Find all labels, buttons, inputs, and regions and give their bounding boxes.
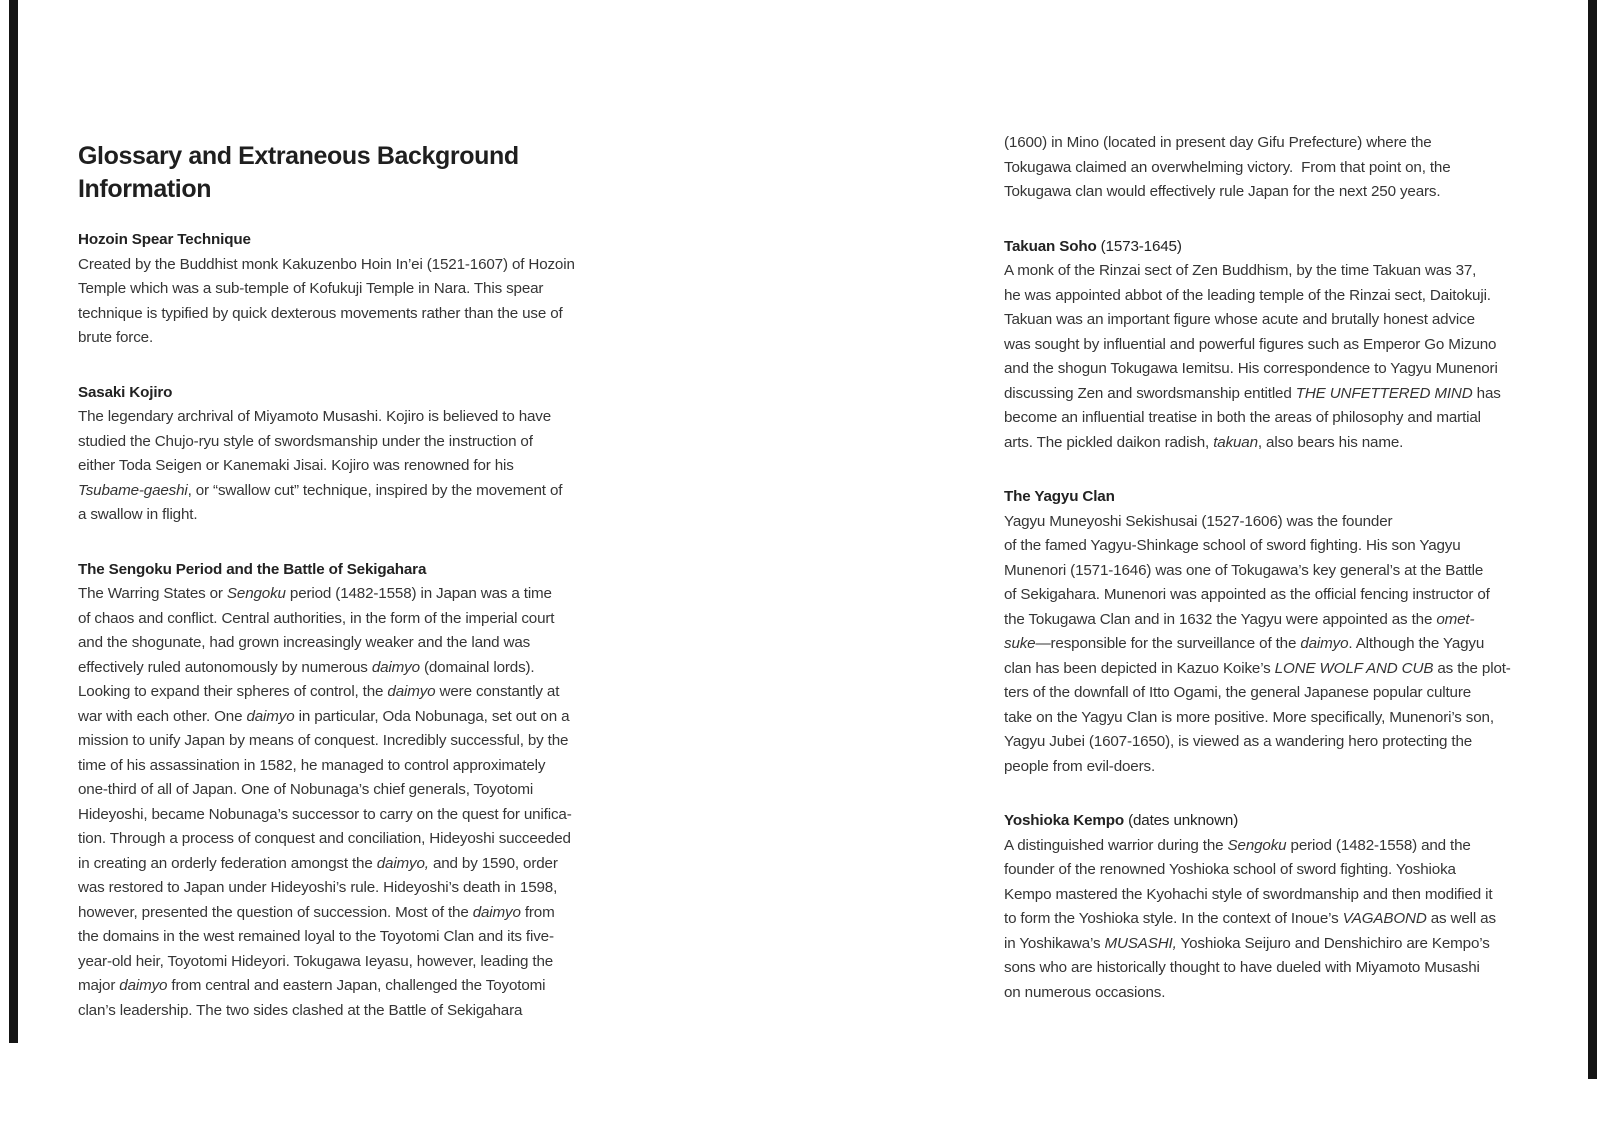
text-segment: (1573-1645) [1096,237,1182,255]
text-line [78,925,638,950]
text-line [78,974,638,999]
text-line [78,656,638,681]
text-line [1004,907,1564,932]
text-line [78,950,638,975]
glossary-section [1004,809,1564,1005]
text-line [78,503,638,528]
text-segment: The Warring States or [78,585,227,602]
text-segment: year-old heir, Toyotomi Hideyori. Tokugawa Ieyasu, however, leading the [78,952,554,970]
text-line [1004,382,1564,407]
text-line [1004,608,1564,633]
text-line [1004,730,1564,755]
text-segment: Created by the Buddhist monk Kakuzenbo Hoin In’ei (1521-1607) of Hozoin [78,255,575,273]
text-line [78,326,638,351]
text-line [78,901,638,926]
text-segment: daimyo [246,707,295,725]
text-segment: omet- [1436,610,1475,628]
text-segment: mission to unify Japan by means of conquest. Incredibly successful, by the [78,732,569,749]
text-segment: . Although the Yagyu [1348,635,1485,652]
text-segment: were constantly at [435,683,560,700]
text-segment: Looking to expand their spheres of control, the [78,683,388,700]
text-segment: clan’s leadership. The two sides clashed at the Battle of Sekigahara [78,1001,523,1019]
text-line [1004,259,1564,284]
text-segment: Munenori (1571-1646) was one of Tokugawa’s key general’s at the Battle [1004,561,1484,579]
text-line [1004,180,1564,205]
text-line [1004,981,1564,1006]
glossary-section [78,228,638,351]
text-line [1004,883,1564,908]
text-segment: daimyo [119,977,168,994]
text-segment: Tokugawa clan would effectively rule Japan for the next 250 years. [1004,183,1441,200]
text-segment: , or “swallow cut” technique, inspired by the movement of [187,481,563,499]
text-segment: takuan [1213,433,1258,451]
text-segment: as the plot- [1433,659,1511,677]
page-title-line-2: Information [78,175,212,203]
text-segment: one-third of all of Japan. One of Nobunaga’s chief generals, Toyotomi [78,781,534,798]
text-segment: MUSASHI, [1104,934,1177,952]
text-segment: in particular, Oda Nobunaga, set out on a [294,707,570,725]
text-line [78,607,638,632]
text-line [78,582,638,607]
text-line [78,876,638,901]
text-segment: Tokugawa claimed an overwhelming victory. From that point on, the [1004,158,1451,176]
text-segment: daimyo [371,658,420,676]
text-line [1004,333,1564,358]
text-segment: Yagyu Jubei (1607-1650), is viewed as a wandering hero protecting the [1004,733,1473,750]
glossary-section [78,558,638,1024]
text-segment: Takuan Soho [1004,237,1097,255]
text-line [78,302,638,327]
text-segment: was restored to Japan under Hideyoshi’s rule. Hideyoshi’s death in 1598, [78,879,558,896]
scan-edge-left [9,0,18,1043]
text-segment: either Toda Seigen or Kanemaki Jisai. Kojiro was renowned for his [78,457,514,474]
text-segment: studied the Chujo-ryu style of swordsmanship under the instruction of [78,432,533,450]
text-line [1004,657,1564,682]
text-segment: and the shogunate, had grown increasingly weaker and the land was [78,634,531,651]
text-line [78,680,638,705]
text-segment: of Sekigahara. Munenori was appointed as the official fencing instructor of [1004,586,1490,603]
text-line [1004,956,1564,981]
text-segment: he was appointed abbot of the leading temple of the Rinzai sect, Daitokuji. [1004,286,1491,304]
text-segment: was sought by influential and powerful figures such as Emperor Go Mizuno [1004,335,1497,353]
text-segment: a swallow in flight. [78,506,198,523]
text-segment: A distinguished warrior during the [1004,836,1228,854]
text-line [1004,156,1564,181]
text-segment: as well as [1426,910,1496,927]
text-line [78,631,638,656]
section-heading [78,381,638,406]
text-segment: sons who are historically thought to have dueled with Miyamoto Musashi [1004,959,1480,976]
text-line [1004,632,1564,657]
text-line [1004,131,1564,156]
glossary-section [1004,485,1564,779]
text-segment: from [520,903,555,921]
text-line [1004,510,1564,535]
text-segment: major [78,977,120,994]
text-segment: Sengoku [1227,836,1287,854]
text-line [1004,681,1564,706]
text-segment: VAGABOND [1342,910,1427,927]
text-segment: the domains in the west remained loyal to the Toyotomi Clan and its five- [78,928,554,945]
text-line [78,778,638,803]
section-heading [1004,235,1564,260]
text-line [78,430,638,455]
text-segment: of chaos and conflict. Central authorities, in the form of the imperial court [78,609,555,627]
text-segment: however, presented the question of succession. Most of the [78,903,473,921]
text-segment: brute force. [78,329,154,346]
glossary-section [1004,131,1564,205]
text-segment: The Yagyu Clan [1004,488,1115,505]
text-segment: , also bears his name. [1257,433,1404,451]
page-title [78,140,638,206]
text-segment: Kempo mastered the Kyohachi style of swordmanship and then modified it [1004,885,1493,903]
text-segment: daimyo [387,683,436,700]
text-segment: LONE WOLF AND CUB [1274,659,1434,677]
text-segment: The legendary archrival of Miyamoto Musashi. Kojiro is believed to have [78,408,552,425]
text-line [78,253,638,278]
text-segment: daimyo [472,903,521,921]
text-line [1004,431,1564,456]
text-segment: Takuan was an important figure whose acute and brutally honest advice [1004,311,1475,328]
text-segment: tion. Through a process of conquest and conciliation, Hideyoshi succeeded [78,830,571,847]
text-line [78,803,638,828]
text-segment: from central and eastern Japan, challenged the Toyotomi [167,977,546,994]
text-segment: of the famed Yagyu-Shinkage school of sword fighting. His son Yagyu [1004,537,1461,554]
text-segment: discussing Zen and swordsmanship entitled [1004,384,1296,402]
text-line [78,754,638,779]
text-segment: daimyo, [376,854,429,872]
text-segment: and by 1590, order [428,854,558,872]
text-line [78,454,638,479]
section-heading [1004,485,1564,510]
section-heading [78,558,638,583]
text-segment: (1600) in Mino (located in present day Gifu Prefecture) where the [1004,134,1432,151]
text-segment: on numerous occasions. [1004,983,1166,1001]
text-segment: clan has been depicted in Kazuo Koike’s [1004,659,1275,677]
text-line [78,729,638,754]
text-segment: ters of the downfall of Itto Ogami, the general Japanese popular culture [1004,684,1472,701]
left-page-sections [78,228,638,1023]
section-heading [78,228,638,253]
text-segment: people from evil-doers. [1004,757,1156,775]
text-segment: to form the Yoshioka style. In the context of Inoue’s [1004,910,1343,927]
text-line [78,479,638,504]
section-heading [1004,809,1564,834]
text-segment: Temple which was a sub-temple of Kofukuji Temple in Nara. This spear [78,280,544,297]
text-segment: Hideyoshi, became Nobunaga’s successor to carry on the quest for unifica- [78,805,572,823]
text-segment: Yagyu Muneyoshi Sekishusai (1527-1606) was the founder [1004,512,1393,530]
text-segment: take on the Yagyu Clan is more positive. More specifically, Munenori’s son, [1004,708,1494,726]
text-segment: become an influential treatise in both the areas of philosophy and martial [1004,409,1481,426]
right-page [1004,0,1564,1005]
text-segment: THE UNFETTERED MIND [1295,384,1473,402]
text-line [78,705,638,730]
text-segment: has [1472,384,1501,402]
text-line [1004,308,1564,333]
text-segment: period (1482-1558) in Japan was a time [285,585,552,602]
text-segment: in Yoshikawa’s [1004,934,1105,952]
text-line [1004,932,1564,957]
text-line [78,827,638,852]
text-segment: Yoshioka Seijuro and Denshichiro are Kempo’s [1176,934,1490,952]
text-segment: founder of the renowned Yoshioka school of sword fighting. Yoshioka [1004,861,1456,878]
text-line [78,852,638,877]
text-segment: Sasaki Kojiro [78,383,173,401]
text-segment: (domainal lords). [419,658,535,676]
glossary-section [78,381,638,528]
text-line [78,277,638,302]
text-segment: Yoshioka Kempo [1004,812,1124,829]
text-segment: war with each other. One [78,707,247,725]
text-line [1004,559,1564,584]
text-line [1004,755,1564,780]
text-segment: technique is typified by quick dexterous movements rather than the use of [78,304,563,322]
text-segment: A monk of the Rinzai sect of Zen Buddhism, by the time Takuan was 37, [1004,262,1477,279]
right-page-sections [1004,131,1564,1005]
text-line [1004,284,1564,309]
text-line [1004,357,1564,382]
scan-edge-right [1588,0,1597,1079]
text-segment: —responsible for the surveillance of the [1035,635,1301,652]
text-segment: period (1482-1558) and the [1286,836,1471,854]
text-line [78,999,638,1024]
text-line [78,405,638,430]
text-line [1004,583,1564,608]
text-line [1004,706,1564,731]
text-segment: (dates unknown) [1124,812,1239,829]
text-segment: Sengoku [226,585,286,602]
text-segment: the Tokugawa Clan and in 1632 the Yagyu were appointed as the [1004,610,1437,628]
text-segment: and the shogun Tokugawa Iemitsu. His correspondence to Yagyu Munenori [1004,360,1498,377]
left-page [78,0,638,1023]
text-line [1004,534,1564,559]
text-line [1004,834,1564,859]
text-segment: daimyo [1300,635,1349,652]
page-title-line-1: Glossary and Extraneous Background [78,142,519,170]
text-segment: suke [1004,635,1036,652]
text-segment: Tsubame-gaeshi [78,481,188,499]
text-segment: time of his assassination in 1582, he managed to control approximately [78,756,546,774]
text-segment: arts. The pickled daikon radish, [1004,433,1214,451]
text-segment: effectively ruled autonomously by numerous [78,658,372,676]
text-line [1004,858,1564,883]
text-segment: The Sengoku Period and the Battle of Sekigahara [78,560,427,578]
glossary-section [1004,235,1564,456]
text-line [1004,406,1564,431]
text-segment: in creating an orderly federation amongst the [78,854,377,872]
text-segment: Hozoin Spear Technique [78,231,251,248]
